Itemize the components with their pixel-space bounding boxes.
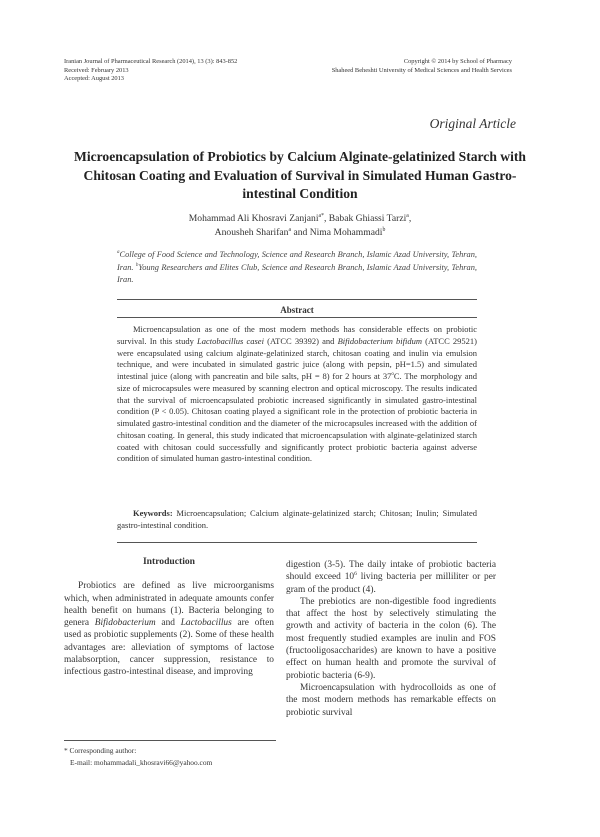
degree-sup: o [391, 371, 394, 378]
author-list [60, 212, 540, 240]
footnote-rule [64, 740, 276, 741]
intro-paragraph: The prebiotics are non-digestible food ingredients that affect the host by selectively stimulating the growth and activity of bacteria in the colon (6). The most frequently studied examples are inulin and FOS (fructooligosaccharides) are known to have a positive effect on human health and promote the survival of probiotic bacteria (6-9). [286, 596, 496, 681]
text-segment: and [155, 618, 181, 629]
footnote [64, 745, 284, 769]
author-name: Anousheh Sharifan [214, 227, 289, 238]
affiliations [117, 249, 477, 287]
journal-header-left [64, 58, 237, 84]
accepted-date: Accepted: August 2013 [64, 75, 124, 83]
copyright-line: Copyright © 2014 by School of Pharmacy [403, 58, 512, 65]
text-segment: living bacteria per milliliter or per gram of the product (4). [286, 572, 496, 595]
abstract-text [117, 324, 477, 465]
affiliation-sup: b [135, 262, 139, 268]
author-sup: b [382, 226, 386, 233]
abstract-segment: Microencapsulation as one of the most modern methods has considerable effects on probiotic survival. In this study [117, 324, 477, 346]
journal-header-right [332, 58, 512, 75]
author-name: , Babak Ghiassi Tarzi [323, 213, 407, 224]
author-sup: a [406, 212, 409, 219]
abstract-top-rule [117, 299, 477, 300]
keywords-text: Microencapsulation; Calcium alginate-gelatinized starch; Chitosan; Inulin; Simulated gastro-intestinal condition. [117, 508, 477, 530]
author-name: Mohammad Ali Khosravi Zanjani [188, 213, 319, 224]
received-date: Received: February 2013 [64, 66, 129, 74]
affiliation-b: Young Researchers and Elites Club, Science and Research Branch, Islamic Azad University, Tehran, Iran. [117, 262, 477, 284]
abstract-heading: Abstract [280, 305, 314, 315]
author-line-1 [60, 212, 540, 226]
corresponding-author-label: * Corresponding author: [64, 746, 137, 755]
text-segment: digestion (3-5). The daily intake of probiotic bacteria should exceed 10 [286, 560, 496, 583]
genus-name: Bifidobacterium [94, 618, 156, 629]
keywords-label: Keywords: [133, 508, 173, 518]
exponent-sup: 6 [354, 571, 357, 578]
section-heading: Introduction [142, 556, 196, 567]
author-sup: a* [318, 212, 324, 219]
abstract-bottom-rule [117, 317, 477, 318]
intro-paragraph: Microencapsulation with hydrocolloids as one of the most modern methods has remarkable effects on probiotic survival [286, 682, 496, 718]
text-segment: Probiotics are defined as live microorganisms which, when administrated in adequate amounts confer health benefit on humans (1). Bacteria belonging to genera [64, 581, 274, 629]
author-name: and Nima Mohammadi [291, 227, 383, 238]
affiliation-sup: a [117, 250, 120, 256]
text-segment: are often used as probiotic supplements (2). Some of these health advantages are: alleviation of symptoms of lactose malabsorption, cancer suppression, resistance to infectious gastro-intestinal disease, and improving [64, 618, 274, 678]
journal-citation: Iranian Journal of Pharmaceutical Research (2014), 13 (3): 843-852 [64, 58, 238, 65]
intro-paragraph [64, 580, 274, 678]
abstract-segment: (ATCC 29521) were encapsulated using calcium alginate-gelatinized starch, chitosan coating and inulin via emulsion technique, and were incubated in simulated gastric juice (along with pepsin, pH=1.5) and simulated intestinal juice (along with pancreatin and bile salts, pH = 8) for 2 hours at 37 [117, 335, 478, 381]
university-line: Shaheed Beheshti University of Medical Sciences and Health Services [331, 66, 512, 74]
abstract-segment: (ATCC 39392) and [263, 335, 338, 346]
paper-title: Microencapsulation of Probiotics by Calcium Alginate-gelatinized Starch with Chitosan Coating and Evaluation of Survival in Simulated Human Gastro-intestinal Condition [74, 149, 526, 201]
species-name: Bifidobacterium bifidum [337, 335, 422, 346]
author-separator: , [408, 213, 412, 224]
intro-left-column [64, 556, 274, 679]
keywords [117, 507, 477, 531]
genus-name: Lactobacillus [180, 618, 232, 629]
species-name: Lactobacillus casei [197, 335, 264, 346]
article-type: Original Article [429, 116, 516, 131]
author-email: E-mail: mohammadali_khosravi66@yahoo.com [70, 758, 213, 767]
keywords-bottom-rule [117, 542, 477, 543]
author-sup: a [288, 226, 292, 233]
intro-paragraph [286, 559, 496, 596]
author-line-2 [60, 226, 540, 240]
intro-right-column [286, 559, 496, 719]
abstract-segment: C. The morphology and size of microcapsules were measured by scanning electron and optical microscopy. The results indicated that the survival of microencapsulated probiotic increased significantly in simulated gastro-intestinal condition (P < 0.05). Chitosan coating played a significant role in the protection of probiotic bacteria in simulated gastro-intestinal condition and the diameter of the microcapsules increased with the addition of chitosan coating. In general, this study indicated that microencapsulation with alginate-gelatinized starch coated with chitosan could successfully and significantly protect probiotic bacteria against adverse condition of simulated human gastro-intestinal condition. [117, 371, 478, 464]
affiliation-a: College of Food Science and Technology, Science and Research Branch, Islamic Azad University, Tehran, Iran. [117, 250, 477, 272]
